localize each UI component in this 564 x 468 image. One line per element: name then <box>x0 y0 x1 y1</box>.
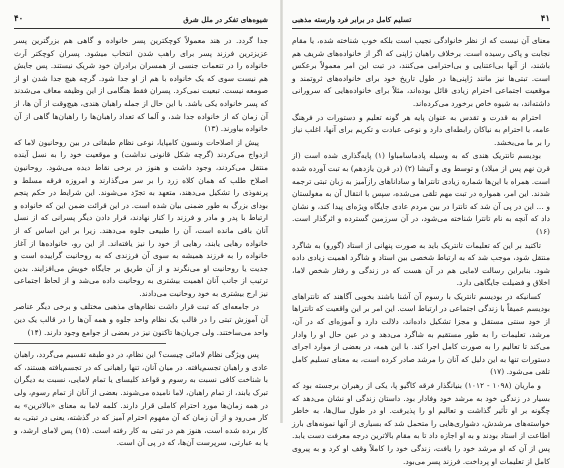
right-page-number: ۴۱ <box>540 14 550 24</box>
left-paragraph-2: پیش از اصلاحات ونسون کامپایا، نوعی نظام طبقاتی در بین روحانیون لاما که ازدواج می‌کردند (گرچه شکل قانونی نداشت) و موقعیت خود را به نسل آینده منتقل می‌کردند، وجود داشت و هنوز در برخی نقاط دیده می‌شود. روحانیون اصلاح طلب که همان کلاه زرد را بر سر می‌گذارند و امروزه فرقه مسلط و پرنفوذی را تشکیل می‌دهند، متعهد به تجرّد می‌شوند. این شرایط در حکم پنجم بودای بزرگ به طور ضمنی بیان شده است. در این قرائت ضمن این که خانواده و ارتباط با پدر و مادر و فرزند را کنار نهادند، قرار دادن دیگر پسرانی که از نسل آنان باقی مانده است، آن را طبیعی جلوه می‌دهند. زیرا بر این اساس که از خانواده رهایی یابند، رهایی از خود را نیز یافته‌اند. از این رو، خانواده‌ها از آغاز خانواده را به فرزند همیشه به سوی آن فرزندی که به روحانیت گراییده است و جدیت یا روحانیت او می‌نگرند و از آن طریق بر جایگاه خویش می‌افزایند. بدین ترتیب از جانب آنان اهمیت بیشتری به روحانیت داده می‌شد و از لحاظ اجتماعی نیز ارج بیشتری به خود روحانیت می‌دادند. <box>14 137 268 298</box>
right-paragraph-6: و ماریان (۱۰۹۸ - ۱۰۱۲) بنیانگذار فرقه کاگیو پا، یکی از رهبران برجسته بود که بسیار در زندگی خود به مرشد خود وفادار بود. داستان زندگی او نشان می‌دهد که چگونه بر او تأثیر گذاشت و تعالیم او را پذیرفت. او در طول سال‌ها، به خاطر خواسته‌های مرشدش، دشواری‌هایی را متحمل شد که بسیاری از آنها نمونه‌های بارز اطاعت از استاد بودند و به او اجازه داد تا به مقام بالاترین درجه معرفت دست یابد. پس از آن که او مرشد خود را یافت، زندگی خود را کاملاً وقف او کرد و به پیروی کامل از تعلیمات او پرداخت. فرزند پسر می‌بود. <box>292 381 550 466</box>
left-paragraph-1: جدا گردد. در هند معمولاً کوچکترین پسر خانواده و گاهی هم بزرگترین پسر عزیزترین فرزند پسر برای راهب شدن انتخاب میشود. پسران کوچکتر اَرث خانواده را در تنعمات جنسی از همسران برادران خود شریک نیستند. پس جایش هم نیست سوی که یک خانواده با هم از او جدا شود. گرچه هیچ جدا شدن او از صومعه نیست. تبعیت نمی‌کرد. پسران فقط هنگامی از این وظیفه معاف می‌شدند که پسر خانواده یکی باشد. با این حال از جمله راهبان هندی، هیچ‌وقت از آن ها، از آن زمان که از خانواده جدا شد، و آلما که تعداد راهبان‌ها را راهبان‌ها گاهی از آن خانواده بیاورند. (۱۳) <box>14 36 268 134</box>
left-page <box>0 0 282 448</box>
right-paragraph-3: بودیسم تانتریک هندی که به وسیله پادماسامباوا (۱) پایه‌گذاری شده است (از قرن نهم پس از میلاد) و توسط وی و آتیشا (۲) (در قرن یازدهم) به تبت آورده شده است. همراه با این‌ها شماره زیادی تانتراها و ساداناهای راز‌آمیز به زبان تبتی ترجمه شدند. این امر، همواره در تبت مهم تلقی می‌شده، سپس با انتقال آن به مغولستان و ... این در پی آن شد که تانترا در بین مردم عادی جایگاه ویژه‌ای پیدا کند، و نشان داد که آنچه به نام تانترا شناخته می‌شود، در آن سرزمین گسترده و اثرگذار است. (۱۶) <box>292 151 550 236</box>
right-paragraph-5: کسانیکه در بودیسم تانتریک با رسوم آن آشنا باشند بخوبی آگاهند که تانتراهای بودیسم عمیقاً با زندگی اجتماعی در ارتباط است. این امر بر این واقعیت که تانتراها از خود سنتی مستقل و مجزا تشکیل داده‌اند، دلالت دارد و آموزه‌ای که در آن، مرشد، تعلیمات را به طور مستقیم به شاگرد می‌دهد و در عین حال او را وادار می‌کند تا تعالیم را به صورت کامل اجرا کند. با این همه، در بعضی از موارد اجرای دستورات تنها به این دلیل که آنان را مرشد صادر کرده است، به معنای تسلیم کامل تلقی می‌شود. (۱۷) <box>292 291 550 377</box>
left-running-title: شیوه‌های تفکر در ملل شرق <box>183 15 268 24</box>
section-divider <box>14 343 166 344</box>
right-paragraph-2: احترام به قدرت و تقدس به عنوان پایه هر گونه تعلیم و دستورات در فرهنگ عامه، با احترام به نیاکان رابطه‌ای دارد و نوعی عبادت و تکریم برای آنها، اغلب نیاز را بر ما می‌بخشد. <box>292 112 550 147</box>
right-running-title: تسلیم کامل در برابر فرد وارسته مذهبی <box>292 15 412 24</box>
right-paragraph-1: معنای آن نیست که از نظر خانوادگی نجیب است بلکه خوب شناخته شده، یا مقام نجابت و پاکی رسیده است. برخلاف راهبان ژاپنی که اگر از خانواده‌های شریف هم باشند، از آنها بی‌اعتنایی و بی‌احترامی می‌کنند، در تبت این امر معمولاً برعکس است. تبتی‌ها نیز مانند ژاپنی‌ها در طول تاریخ خود برای خانواده‌های ثروتمند و موقعیت اجتماعی احترام زیادی قائل بوده‌اند، مثلاً برای خانواده‌هایی که سرورانی داشته‌اند، به شیوه خاص برخورد می‌کرده‌اند. <box>292 36 550 108</box>
right-page-header <box>292 14 550 29</box>
left-paragraph-4: پس ویژگی نظام لامائی چیست؟ این نظام، در دو طبقه تقسیم می‌گردد، راهبان عادی و راهبان تجسم‌یافته. در میان آنان، تنها راهبانی که در تجسم‌یافته هستند، که با شناخت کافی نسبت به رسوم و قواعد کلیسای یا تمام لامایی، نسبت به دیگران تبرک یابند، از تمام راهبان، لاما نامیده می‌شوند. بعضی از آنان از تمام رسوم، ولی در همه زمان‌ها مورد احترام کاملی قرار دارند. کلمه لاما به معنای «بالاترین» به کار می‌رود و از آن زمان که آن مفهوم احترام آمیز که در گذشته، یعنی در تبتی، به کار برده شده است، هنوز هم در تبتی به کار رفته است. (۱۵) پس لامای ارشد، و یا به عبارتی، سرپرست آن‌ها، که در پی آن است. <box>14 350 268 448</box>
left-paragraph-3: در جامعه‌ای که تبت قرار داشت نظام‌های مذهبی مختلف و برخی دیگر عناصر آن آموزش تبتی را در قالب یک نظام واحد جلوه و همه آن‌ها را در قالب یک دین واحد می‌ساختند. ولی جریان‌ها تاکنون نیز در بعضی از جوامع وجود دارند. (۱۴) <box>14 302 268 337</box>
left-page-number: ۴۰ <box>14 14 24 24</box>
left-page-header <box>14 14 268 29</box>
right-paragraph-4: تاکتید بر این که تعلیمات تانتریک باید به صورت پنهانی از استاد (گورو) به شاگرد منتقل شود، موجب شد که به ارتباط شخصی بین استاد و شاگرد اهمیت زیادی داده شود. بنابراین رسالت لامایی هم در آن هست که در زندگی و رفتار شخص لاما، اخلاق و فضیلت جایگاهی دارد. <box>292 240 550 288</box>
right-page <box>282 0 564 466</box>
